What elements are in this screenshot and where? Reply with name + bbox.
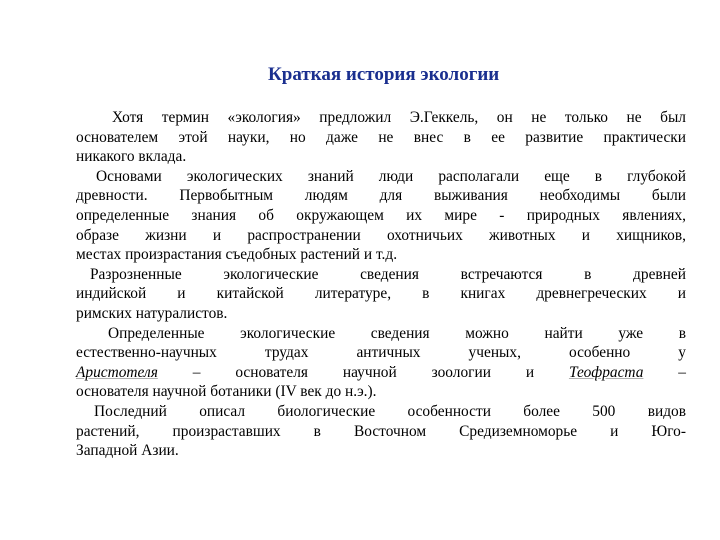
text-line-with-names (76, 363, 686, 383)
text-line: Основами экологических знаний люди располагали еще в глубокой (96, 167, 686, 185)
paragraph-1 (76, 108, 686, 167)
paragraph-3 (76, 265, 686, 324)
slide-body (76, 108, 686, 461)
paragraph-2 (76, 167, 686, 265)
text-segment: – основателя научной зоологии и (157, 363, 569, 381)
text-line: определенные знания об окружающем их мире - природных явлениях, (76, 206, 686, 224)
text-line: индийской и китайской литературе, в книгах древнегреческих и (76, 285, 686, 303)
text-line: местах произрастания съедобных растений и т.д. (76, 246, 398, 264)
text-line: Хотя термин «экология» предложил Э.Геккель, он не только не был (112, 109, 686, 126)
paragraph-5 (76, 402, 686, 461)
name-theophrastus: Теофраста (568, 363, 644, 381)
text-line: образе жизни и распространении охотничьих животных и хищников, (76, 226, 686, 244)
text-line: растений, произраставших в Восточном Средиземноморье и Юго- (76, 422, 686, 440)
text-line: Определенные экологические сведения можно найти уже в (108, 324, 686, 342)
text-line: основателя научной ботаники (IV век до н.э.). (76, 383, 377, 401)
text-line: Последний описал биологические особенности более 500 видов (94, 402, 686, 420)
slide-title: Краткая история экологии (268, 64, 500, 85)
name-aristotle: Аристотеля (76, 363, 158, 381)
text-line: Западной Азии. (76, 442, 179, 460)
text-line: Разрозненные экологические сведения встречаются в древней (90, 265, 686, 283)
text-line: естественно-научных трудах античных ученых, особенно у (76, 344, 686, 362)
text-line: древности. Первобытным людям для выживания необходимы были (76, 187, 686, 205)
paragraph-4 (76, 324, 686, 402)
text-segment: – (643, 363, 686, 381)
text-line: римских натуралистов. (76, 304, 228, 322)
text-line: основателем этой науки, но даже не внес в ее развитие практически (76, 128, 686, 146)
text-line: никакого вклада. (76, 148, 187, 166)
